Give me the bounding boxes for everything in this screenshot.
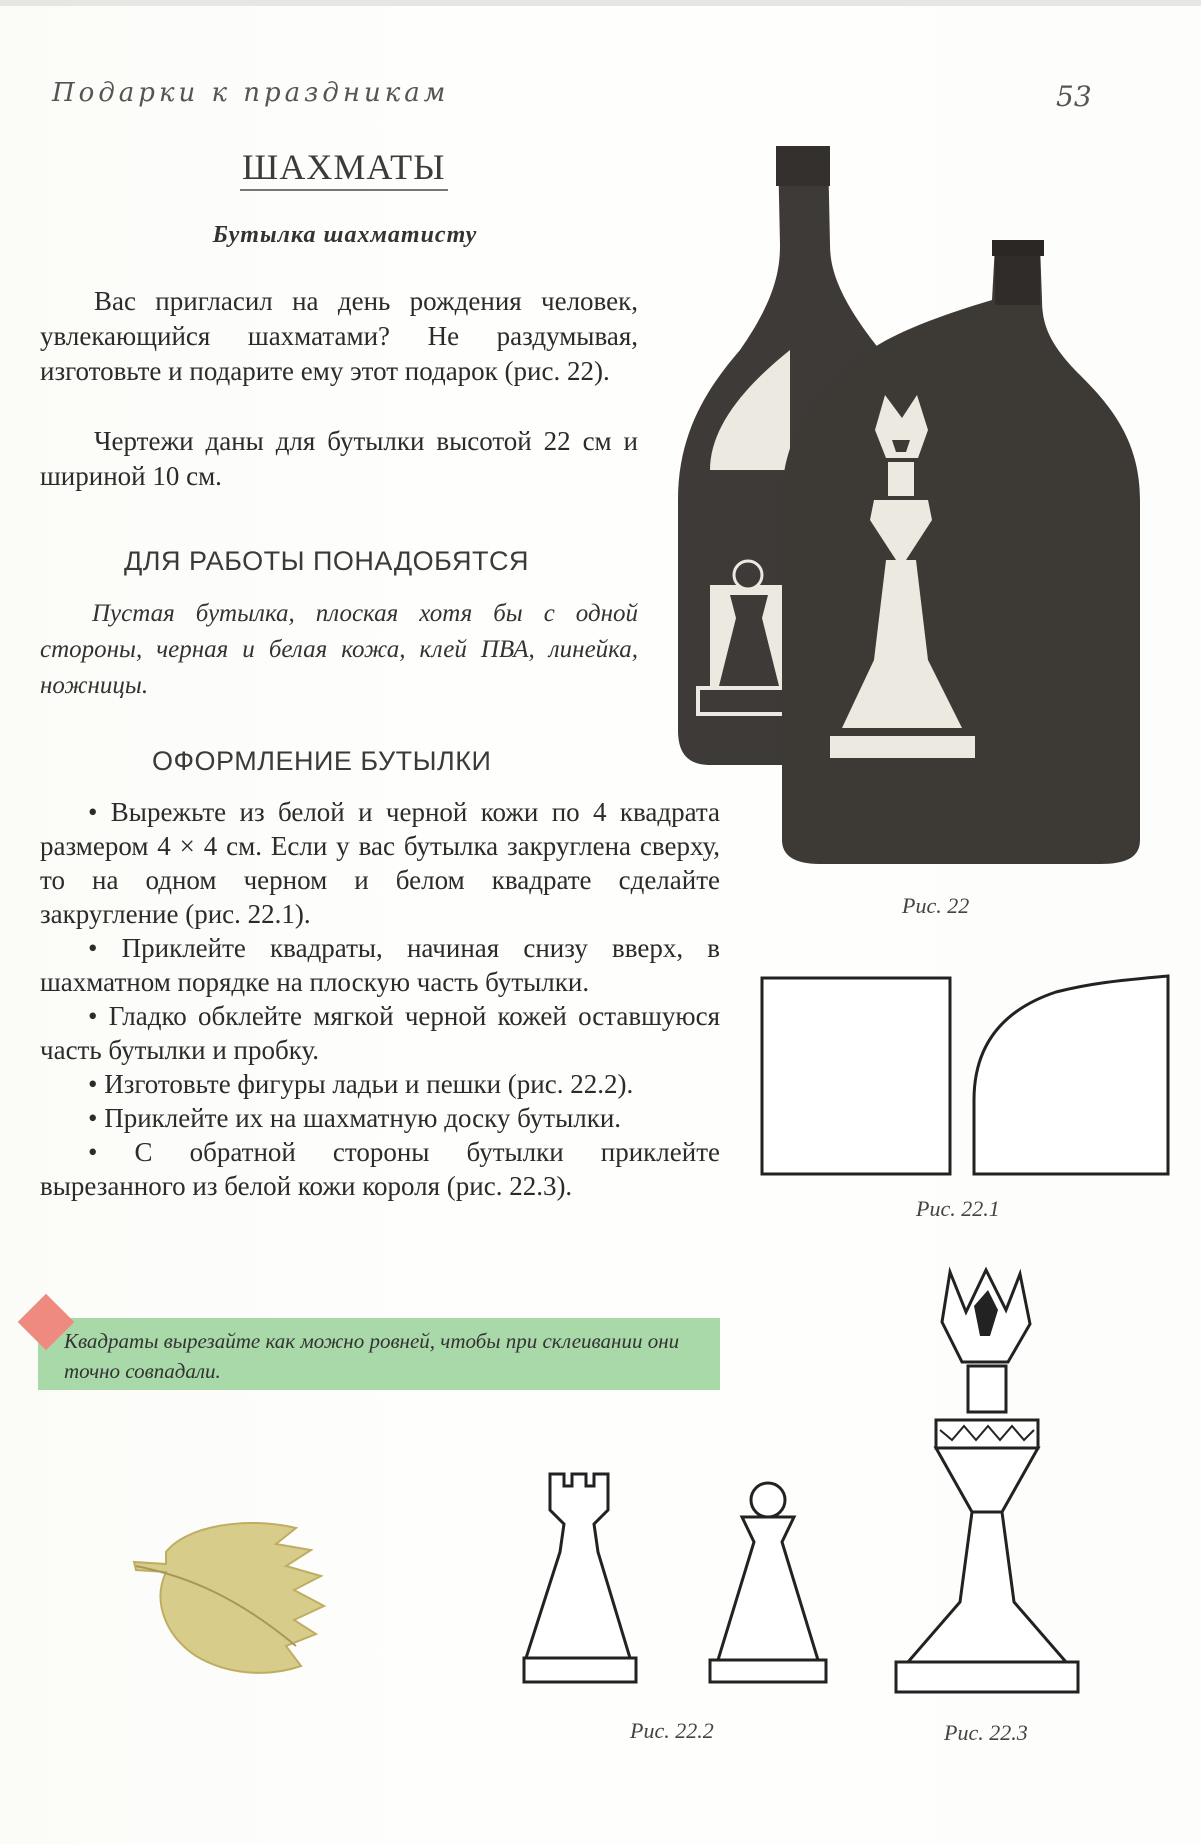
step-item: • Приклейте их на шахматную доску бутылки. (88, 1103, 622, 1133)
caption-fig22-3: Рис. 22.3 (944, 1720, 1028, 1745)
intro-paragraph-2: Чертежи даны для бутылки высотой 22 см и шириной 10 см. (40, 426, 638, 491)
square-template (762, 978, 950, 1174)
step-item: • Гладко обклейте мягкой черной кожей оставшуюся часть бутылки и пробку. (40, 1001, 720, 1065)
step-item: • Приклейте квадраты, начиная снизу вверх, в шахматном порядке на плоскую часть бутылки. (40, 933, 720, 997)
leaf-decoration (126, 1506, 346, 1686)
page-number: 53 (1056, 80, 1092, 113)
square-templates-drawing (756, 972, 1176, 1176)
step-item: • Изготовьте фигуры ладьи и пешки (рис. 22.2). (88, 1069, 634, 1099)
rook-outline (524, 1474, 636, 1682)
steps-list (40, 795, 720, 1203)
caption-fig22: Рис. 22 (902, 893, 970, 918)
materials-text: Пустая бутылка, плоская хотя бы с одной стороны, черная и белая кожа, клей ПВА, линейка, ножницы. (40, 600, 638, 699)
intro-paragraph-1: Вас пригласил на день рождения человек, увлекающийся шахматами? Не раздумывая, изготовьте и подарите ему этот подарок (рис. 22). (40, 286, 638, 386)
page-top-edge (0, 0, 1201, 6)
subtitle: Бутылка шахматисту (212, 222, 478, 248)
caption-fig22-1: Рис. 22.1 (916, 1196, 1000, 1221)
pawn-outline (710, 1483, 826, 1682)
king-drawing (890, 1262, 1090, 1702)
title-underline (240, 189, 448, 191)
bottles-photo (670, 140, 1190, 870)
decoration-heading: ОФОРМЛЕНИЕ БУТЫЛКИ (152, 746, 492, 776)
page-title: ШАХМАТЫ (242, 147, 446, 187)
caption-fig22-2: Рис. 22.2 (630, 1718, 714, 1743)
running-title: Подарки к праздникам (52, 78, 450, 108)
tip-text: Квадраты вырезайте как можно ровней, чтобы при склеивании они точно совпадали. (64, 1329, 680, 1383)
rook-pawn-drawing (520, 1472, 860, 1692)
rounded-square-template (974, 976, 1168, 1174)
step-item: • С обратной стороны бутылки приклейте вырезанного из белой кожи короля (рис. 22.3). (40, 1137, 720, 1201)
step-item: • Вырежьте из белой и черной кожи по 4 квадрата размером 4 × 4 см. Если у вас бутылка закруглена сверху, то на одном черном и белом квадрате сделайте закругление (рис. 22.1). (40, 797, 720, 929)
materials-heading: ДЛЯ РАБОТЫ ПОНАДОБЯТСЯ (124, 546, 530, 576)
